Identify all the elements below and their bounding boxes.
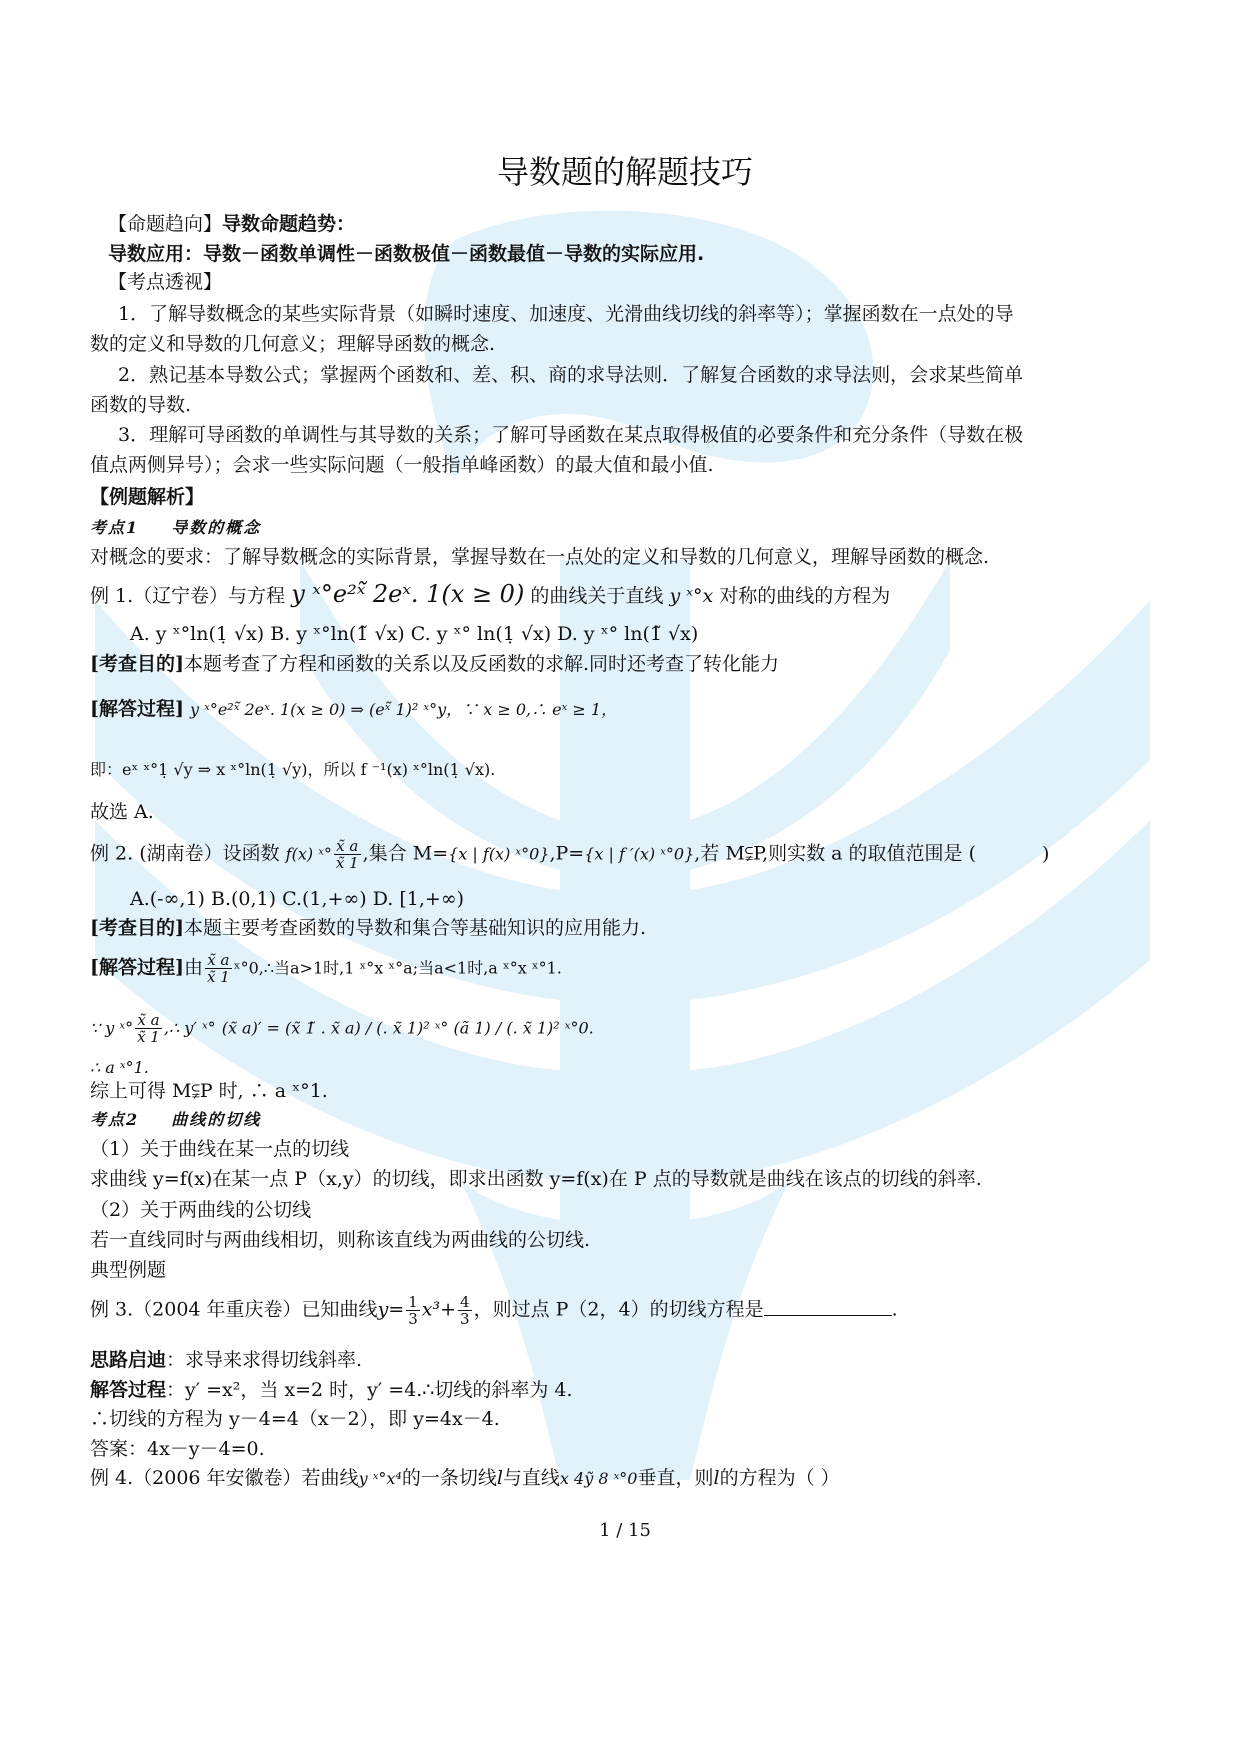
page-title: 导数题的解题技巧 <box>496 153 753 191</box>
ex1-process-text: y ˣ°e²ˣ̃ 2eˣ. 1(x ≥ 0) ⇒ (eˣ̃ 1)² ˣ°y，∵ x ≥ 0,∴ eˣ ≥ 1， <box>190 700 618 719</box>
solve-line2: ∴切线的方程为 y－4=4（x－2），即 y=4x－4. <box>90 1408 500 1430</box>
ex3-fraction1 <box>406 1294 420 1327</box>
ex2-process-label: [解答过程] <box>90 956 184 979</box>
ex2-process <box>90 952 562 985</box>
ex2-fraction <box>334 838 361 871</box>
ex1-options: A. y ˣ°ln(1̣ √x) B. y ˣ°ln(1̃ √x) C. y ˣ° ln(1̣ √x) D. y ˣ° ln(1̃ √x) <box>130 623 699 645</box>
focus-p1-line1: 1．了解导数概念的某些实际背景（如瞬时速度、加速度、光滑曲线切线的斜率等）；掌握函数在一点处的导 <box>118 303 1014 325</box>
hint-line <box>90 1348 362 1372</box>
k2-section1-body: 求曲线 y=f(x)在某一点 P（x,y）的切线，即求出函数 y=f(x)在 P 点的导数就是曲线在该点的切线的斜率. <box>90 1168 982 1190</box>
hint-text: ：求导来求得切线斜率. <box>166 1349 363 1371</box>
k1-requirement: 对概念的要求：了解导数概念的实际背景，掌握导数在一点处的定义和导数的几何意义，理解导函数的概念. <box>90 546 990 568</box>
ex2-purpose <box>90 916 646 940</box>
ex2-mid: ,集合 M= <box>362 842 449 865</box>
ex3-fraction2 <box>458 1294 472 1327</box>
trend-line <box>108 212 355 236</box>
ex2-deriv-fraction <box>135 1012 162 1045</box>
ex3-prefix: 例 3.（2004 年重庆卷）已知曲线 <box>90 1298 378 1321</box>
ex4-tail: 的方程为（ ） <box>719 1467 840 1489</box>
ex2-process-frac-den: x̃ 1 <box>207 968 230 986</box>
k1-label: 考点1 <box>90 518 140 537</box>
answer-line: 答案：4x－y－4=0. <box>90 1438 265 1460</box>
ex2-purpose-text: 本题主要考查函数的导数和集合等基础知识的应用能力. <box>183 917 647 939</box>
ex4-mid2: 与直线 <box>502 1467 560 1489</box>
ex1-process <box>90 697 617 722</box>
ex4-mid3: 垂直，则 <box>637 1467 714 1489</box>
ex1-process-label: [解答过程] <box>90 698 184 720</box>
ex2-deriv-mid: ,∴ y′ ˣ° <box>163 1018 216 1038</box>
ex2-tail: ,若 M⫋P,则实数 a 的取值范围是 ( <box>694 842 976 865</box>
k2-section2: （2）关于两曲线的公切线 <box>90 1199 312 1221</box>
ex2-mid2: ,P= <box>549 842 585 865</box>
ex2-deriv-pre: ∵ y ˣ° <box>90 1018 134 1038</box>
ex2-process-text: ˣ°0,∴当a>1时,1 ˣ°x ˣ°a;当a<1时,a ˣ°x ˣ°1. <box>233 958 562 978</box>
ex2-deriv-frac-num: x̃ a <box>135 1012 162 1029</box>
ex1-suffix2: 对称的曲线的方程为 <box>719 585 891 607</box>
ex3-question <box>90 1294 898 1327</box>
k2-title: 曲线的切线 <box>171 1110 262 1129</box>
ex3-end: . <box>891 1298 898 1321</box>
typical-heading: 典型例题 <box>90 1259 167 1281</box>
ex2-process-frac-num: x̃ a <box>205 952 232 969</box>
ex2-options: A.(-∞,1) B.(0,1) C.(1,+∞) D. [1,+∞) <box>130 888 465 910</box>
answer-blank <box>764 1297 892 1316</box>
solve-line <box>90 1378 573 1402</box>
solve-label: 解答过程 <box>90 1379 167 1401</box>
ex2-process-pre: 由 <box>183 956 203 979</box>
ex4-curve: y ˣ°x⁴ <box>358 1469 402 1488</box>
k2-heading <box>90 1107 261 1132</box>
ex2-conclusion2: 综上可得 M⫋P 时, ∴ a ˣ°1. <box>90 1080 328 1102</box>
ex2-process-fraction <box>205 952 232 985</box>
ex2-set-p: {x | f ′(x) ˣ°0} <box>584 844 695 864</box>
ex3-f1-den: 3 <box>408 1310 418 1328</box>
ex4-prefix: 例 4.（2006 年安徽卷）若曲线 <box>90 1467 359 1489</box>
ex2-fx: f(x) ˣ° <box>285 844 332 864</box>
ex2-frac-den: x̃ 1 <box>335 854 359 872</box>
ex3-eq-mid: x³+ <box>421 1298 457 1321</box>
ex1-purpose-label: [考查目的] <box>90 653 184 675</box>
ex3-suffix: ，则过点 P（2，4）的切线方程是 <box>473 1298 764 1321</box>
ex2-derivative <box>90 1012 594 1045</box>
examples-heading: 【例题解析】 <box>90 486 205 508</box>
ex4-question <box>90 1466 840 1491</box>
trend-heading: 【命题趋向】 <box>108 213 223 235</box>
ex4-l: l <box>496 1467 503 1489</box>
k2-section2-body: 若一直线同时与两曲线相切，则称该直线为两曲线的公切线. <box>90 1229 591 1251</box>
ex1-process2 <box>90 757 495 782</box>
ex2-purpose-label: [考查目的] <box>90 917 184 939</box>
focus-p2-line2: 函数的导数. <box>90 394 192 416</box>
ex2-set-m: {x | f(x) ˣ°0} <box>448 844 550 864</box>
document-page <box>90 0 1160 1754</box>
focus-p3-line1: 3．理解可导函数的单调性与其导数的关系；了解可导函数在某点取得极值的必要条件和充分条件（导数在极 <box>118 424 1024 446</box>
ex1-process2-text: 即：eˣ ˣ°1̣ √y ⇒ x ˣ°ln(1̣ √y)，所以 f ⁻¹(x) ˣ°ln(1̣ √x). <box>90 760 496 779</box>
k2-label: 考点2 <box>90 1110 140 1129</box>
ex2-tail-end: ) <box>1042 842 1050 865</box>
ex1-suffix: 的曲线关于直线 <box>530 585 664 607</box>
ex1-purpose-text: 本题考查了方程和函数的关系以及反函数的求解.同时还考查了转化能力 <box>183 653 780 675</box>
k2-section1: （1）关于曲线在某一点的切线 <box>90 1138 350 1160</box>
focus-p2-line1: 2．熟记基本导数公式；掌握两个函数和、差、积、商的求导法则．了解复合函数的求导法则，会求某些简单 <box>118 364 1024 386</box>
solve-text: ：y′ =x²，当 x=2 时，y′ =4.∴切线的斜率为 4. <box>166 1379 573 1401</box>
ex2-question <box>90 838 1049 871</box>
page-number: 1 / 15 <box>599 1520 651 1541</box>
ex1-formula: y ˣ°e²ˣ̃ 2eˣ. 1(x ≥ 0) <box>291 580 525 608</box>
ex2-deriv-expr: (x̃ a)′ = (x̃ 1̃ . x̃ a) / (. x̃ 1)² ˣ° (ã 1) / (. x̃ 1)² ˣ°0. <box>221 1018 594 1038</box>
hint-label: 思路启迪 <box>90 1349 167 1371</box>
ex1-conclusion: 故选 A. <box>90 801 154 823</box>
ex1-prefix: 例 1.（辽宁卷）与方程 <box>90 585 286 607</box>
k1-title: 导数的概念 <box>171 518 262 537</box>
focus-p1-line2: 数的定义和导数的几何意义；理解导函数的概念. <box>90 333 496 355</box>
ex2-deriv-frac-den: x̃ 1 <box>137 1028 160 1046</box>
ex2-conc1-text: ∴ a ˣ°1. <box>90 1058 149 1077</box>
k1-heading <box>90 515 261 540</box>
ex2-frac-num: x̃ a <box>334 838 361 855</box>
focus-p3-line2: 值点两侧异号）；会求一些实际问题（一般指单峰函数）的最大值和最小值. <box>90 454 714 476</box>
ex3-f1-num: 1 <box>408 1293 418 1311</box>
ex2-prefix: 例 2. (湖南卷）设函数 <box>90 842 280 865</box>
ex3-f2-num: 4 <box>460 1293 470 1311</box>
trend-body: 导数应用：导数－函数单调性－函数极值－函数最值－导数的实际应用. <box>108 243 705 265</box>
focus-heading: 【考点透视】 <box>108 271 223 293</box>
ex1-line-formula: y ˣ°x <box>669 585 714 607</box>
ex4-line: x 4ỹ 8 ˣ°0 <box>559 1469 638 1488</box>
ex3-f2-den: 3 <box>460 1310 470 1328</box>
ex4-l2: l <box>713 1467 720 1489</box>
ex2-conclusion1 <box>90 1055 149 1080</box>
trend-heading-text: 导数命题趋势： <box>222 213 356 235</box>
ex4-mid: 的一条切线 <box>401 1467 497 1489</box>
ex1-purpose <box>90 652 779 676</box>
ex3-eq-y: y= <box>377 1298 405 1321</box>
ex1-question <box>90 582 890 608</box>
